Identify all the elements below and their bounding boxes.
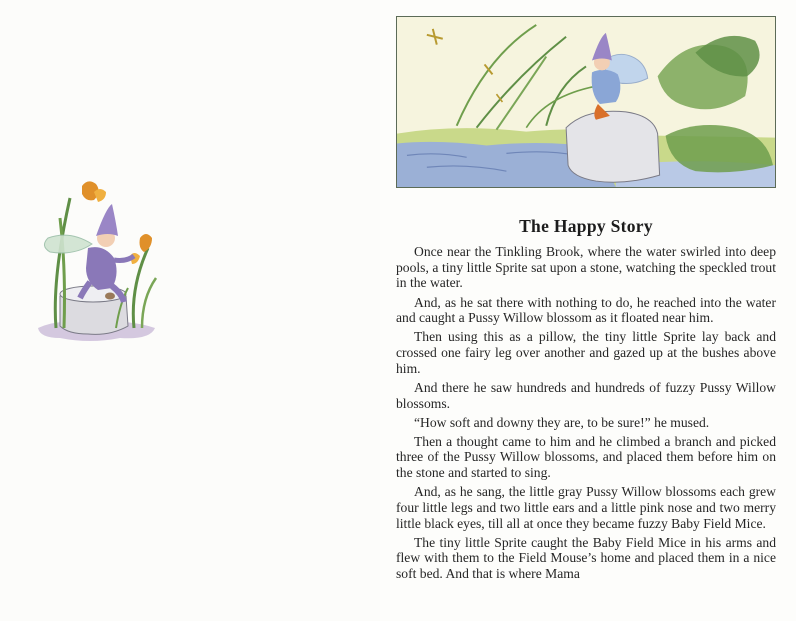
story-paragraph: And there he saw hundreds and hundreds of fuzzy Pussy Willow blossoms.: [396, 379, 776, 411]
story-paragraph: Then using this as a pillow, the tiny little Sprite lay back and crossed one fairy leg over another and gazed up at the bushes above him.: [396, 329, 776, 376]
story-paragraph: And, as he sang, the little gray Pussy Willow blossoms each grew four little legs and two little ears and a little pink nose and two merry little black eyes, till all at once they became fuzzy Baby Field Mice.: [396, 484, 776, 531]
story-paragraph: “How soft and downy they are, to be sure!” he mused.: [414, 414, 710, 430]
story-paragraph: And, as he sat there with nothing to do, he reached into the water and caught a Pussy Willow blossom as it floated near him.: [396, 294, 776, 326]
story-paragraph: Then a thought came to him and he climbed a branch and picked three of the Pussy Willow blossoms, and placed them before him on the stone and started to sing.: [396, 433, 776, 481]
sprite-vignette-illustration: [30, 178, 165, 356]
story-paragraph: The tiny little Sprite caught the Baby Field Mice in his arms and flew with them to the Field Mouse’s home and placed them in a nice soft bed. And that is where Mama: [396, 534, 776, 582]
story-body: [396, 244, 776, 585]
story-paragraph: Once near the Tinkling Brook, where the water swirled into deep pools, a tiny little Sprite sat upon a stone, watching the speckled trout in the water.: [396, 244, 776, 291]
brook-sprite-illustration: [396, 16, 776, 188]
story-title: The Happy Story: [519, 216, 653, 236]
